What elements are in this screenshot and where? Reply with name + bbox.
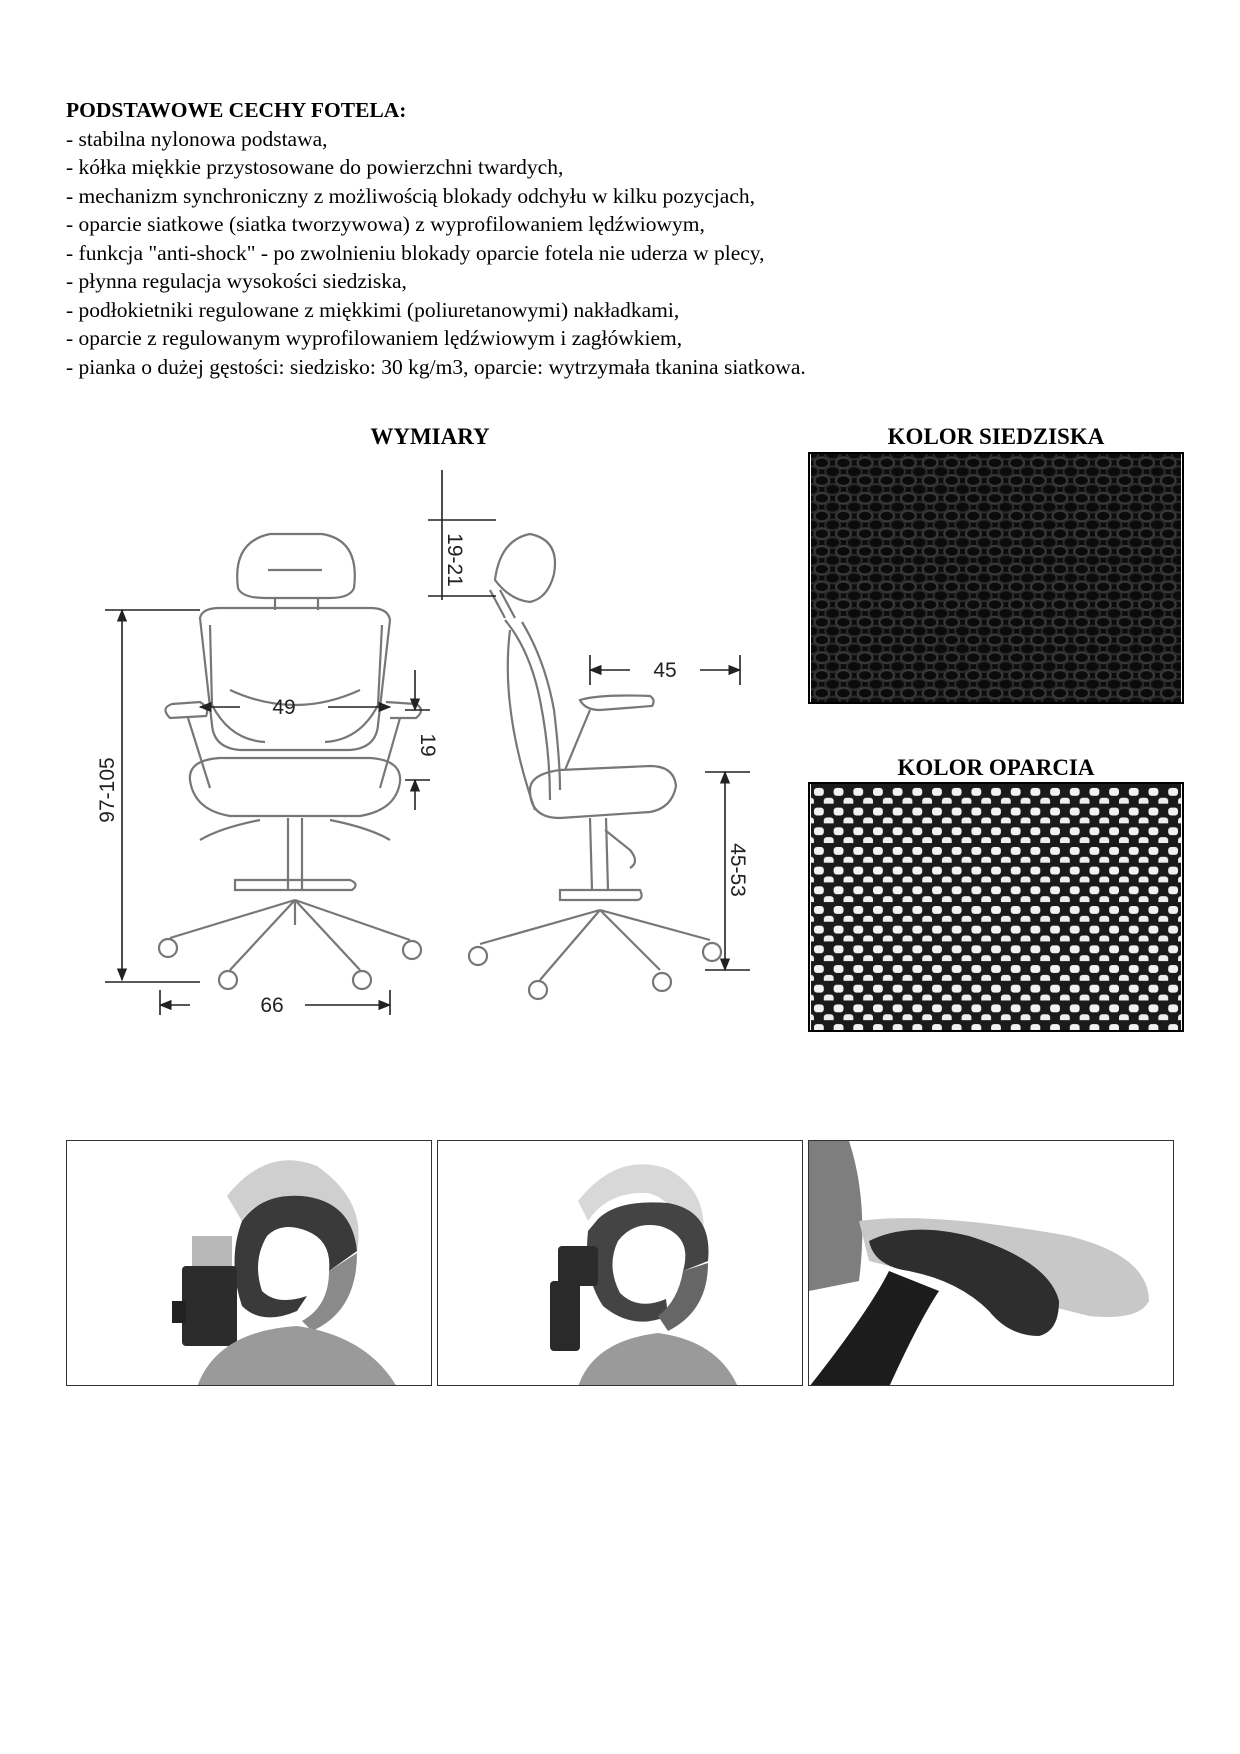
headrest-photo-2 bbox=[437, 1140, 803, 1386]
feature-item: - oparcie siatkowe (siatka tworzywowa) z wyprofilowaniem lędźwiowym, bbox=[66, 212, 705, 236]
dimensions-title: WYMIARY bbox=[370, 424, 490, 449]
dim-base-width: 66 bbox=[260, 994, 284, 1017]
feature-item: - podłokietniki regulowane z miękkimi (poliuretanowymi) nakładkami, bbox=[66, 297, 680, 322]
features-section bbox=[66, 96, 1166, 381]
seat-color-title: KOLOR SIEDZISKA bbox=[887, 424, 1105, 449]
feature-item: - kółka miękkie przystosowane do powierzchni twardych, bbox=[66, 155, 564, 179]
feature-item: - mechanizm synchroniczny z możliwością blokady odchyłu w kilku pozycjach, bbox=[66, 183, 755, 208]
chair-front-view bbox=[159, 534, 421, 989]
dim-headrest: 19-21 bbox=[443, 533, 466, 587]
dim-total-height: 97-105 bbox=[96, 757, 119, 823]
dim-seat-height: 45-53 bbox=[726, 843, 749, 897]
armrest-photo bbox=[808, 1140, 1174, 1386]
dim-armrest-height: 19 bbox=[416, 733, 439, 757]
chair-dimension-drawing bbox=[60, 470, 790, 1030]
headrest-photo-1 bbox=[66, 1140, 432, 1386]
chair-side-view bbox=[469, 534, 721, 999]
feature-item: - płynna regulacja wysokości siedziska, bbox=[66, 269, 407, 293]
feature-item: - stabilna nylonowa podstawa, bbox=[66, 126, 328, 151]
seat-color-swatch bbox=[808, 452, 1184, 704]
features-heading: PODSTAWOWE CECHY FOTELA: bbox=[66, 98, 407, 122]
back-color-title: KOLOR OPARCIA bbox=[897, 755, 1095, 780]
dim-seat-depth: 45 bbox=[653, 659, 677, 682]
feature-item: - oparcie z regulowanym wyprofilowaniem lędźwiowym i zagłówkiem, bbox=[66, 326, 683, 350]
back-color-swatch bbox=[808, 782, 1184, 1032]
feature-item: - pianka o dużej gęstości: siedzisko: 30 kg/m3, oparcie: wytrzymała tkanina siatkowa. bbox=[66, 354, 806, 379]
dim-back-width: 49 bbox=[272, 696, 296, 719]
feature-item: - funkcja "anti-shock" - po zwolnieniu blokady oparcie fotela nie uderza w plecy, bbox=[66, 240, 765, 265]
